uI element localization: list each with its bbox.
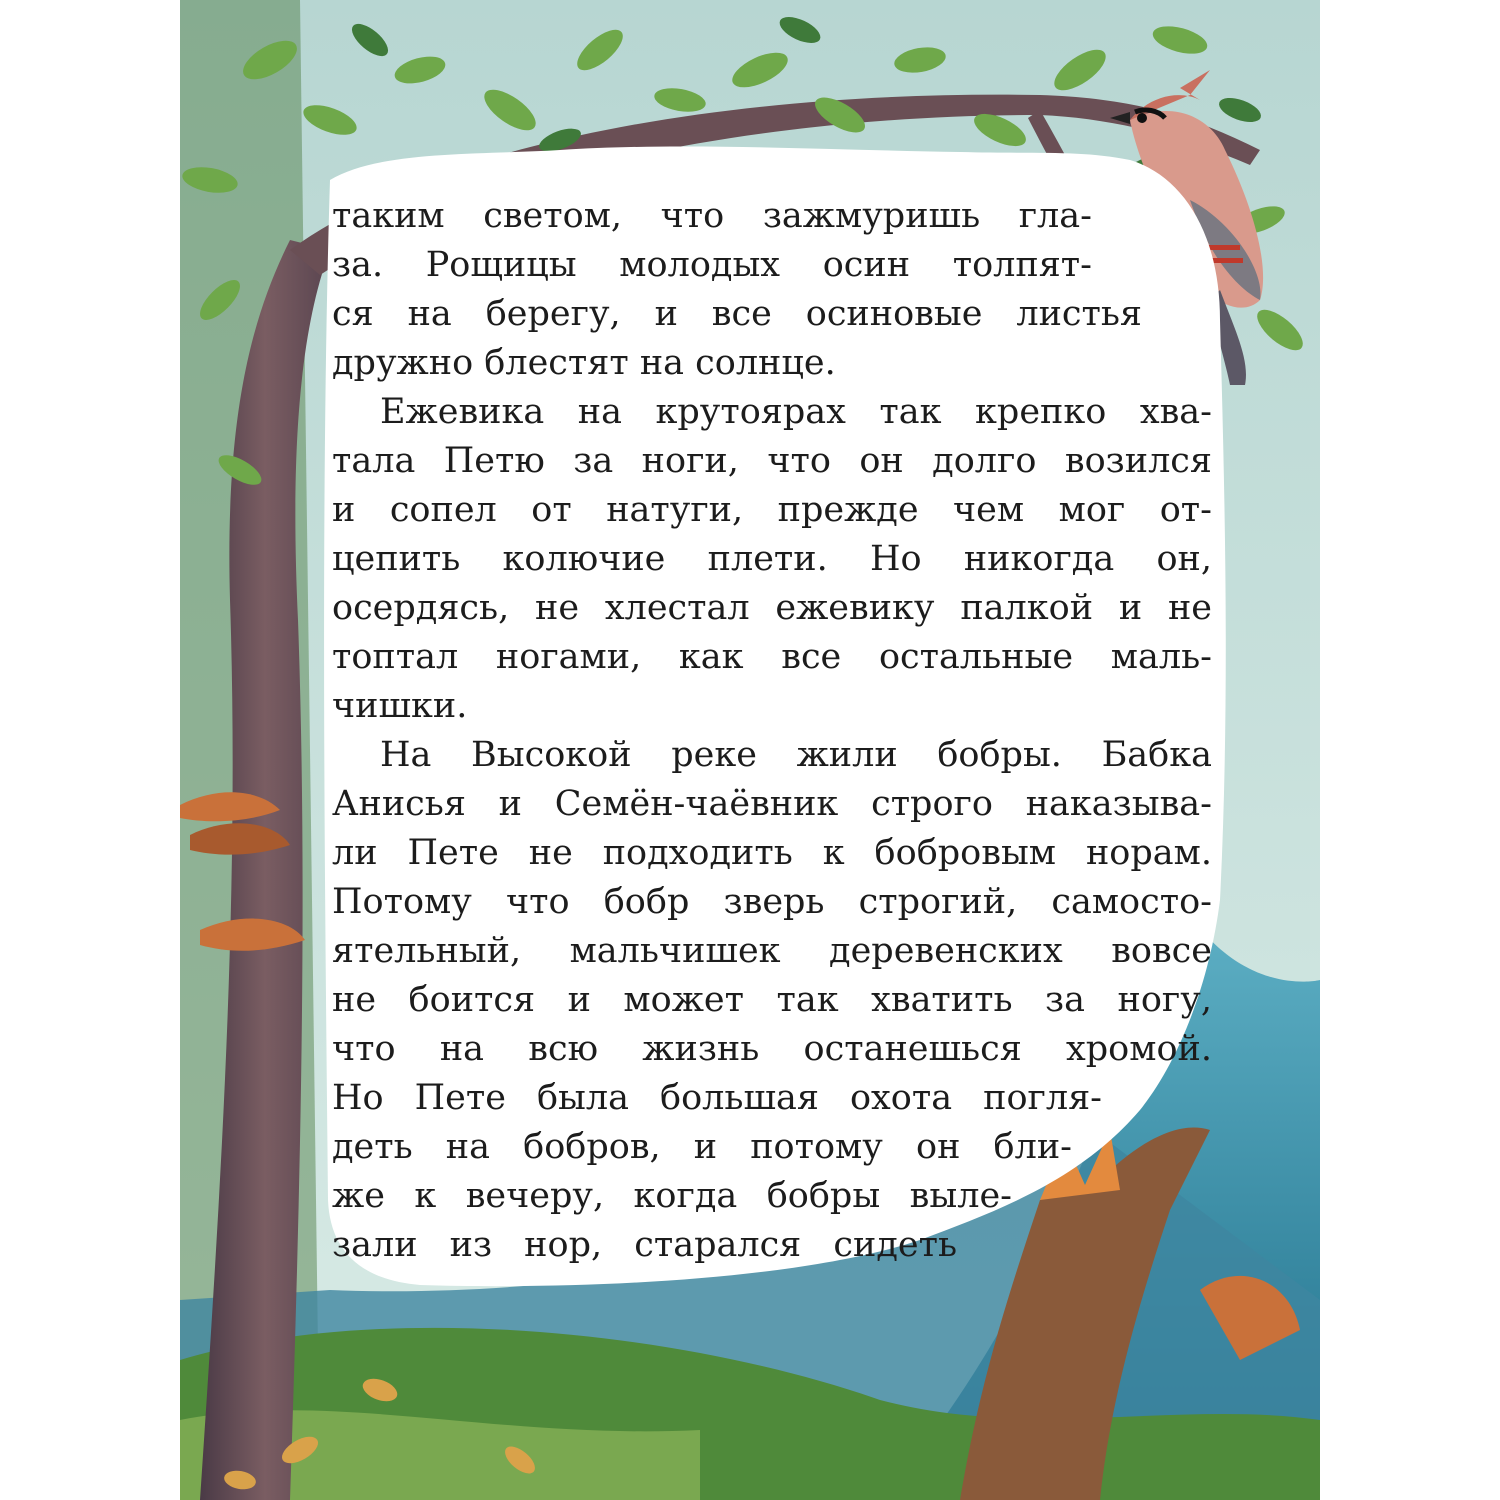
text-line: Потому что бобр зверь строгий, самосто- <box>332 882 1212 922</box>
text-line: что на всю жизнь останешься хромой. <box>332 1029 1212 1069</box>
text-line: Ежевика на крутоярах так крепко хва- <box>380 392 1212 432</box>
text-line: ся на берегу, и все осиновые листья <box>332 294 1142 334</box>
story-text <box>332 192 1212 1270</box>
text-line: деть на бобров, и потому он бли- <box>332 1127 1072 1167</box>
text-line: чишки. <box>332 686 468 726</box>
text-line: топтал ногами, как все остальные маль- <box>332 637 1212 677</box>
text-line: таким светом, что зажмуришь гла- <box>332 196 1092 236</box>
text-line: ли Пете не подходить к бобровым норам. <box>332 833 1212 873</box>
text-line: же к вечеру, когда бобры выле- <box>332 1176 1012 1216</box>
text-line: осердясь, не хлестал ежевику палкой и не <box>332 588 1212 628</box>
text-line: тала Петю за ноги, что он долго возился <box>332 441 1212 481</box>
text-line: зали из нор, старался сидеть <box>332 1225 957 1265</box>
text-line: дружно блестят на солнце. <box>332 343 836 383</box>
text-line: ятельный, мальчишек деревенских вовсе <box>332 931 1212 971</box>
text-line: цепить колючие плети. Но никогда он, <box>332 539 1212 579</box>
text-line: не боится и может так хватить за ногу, <box>332 980 1212 1020</box>
text-line: и сопел от натуги, прежде чем мог от- <box>332 490 1212 530</box>
text-line: На Высокой реке жили бобры. Бабка <box>380 735 1212 775</box>
text-line: Анисья и Семён-чаёвник строго наказыва- <box>332 784 1212 824</box>
text-line: за. Рощицы молодых осин толпят- <box>332 245 1092 285</box>
book-page <box>180 0 1320 1500</box>
text-line: Но Пете была большая охота погля- <box>332 1078 1102 1118</box>
